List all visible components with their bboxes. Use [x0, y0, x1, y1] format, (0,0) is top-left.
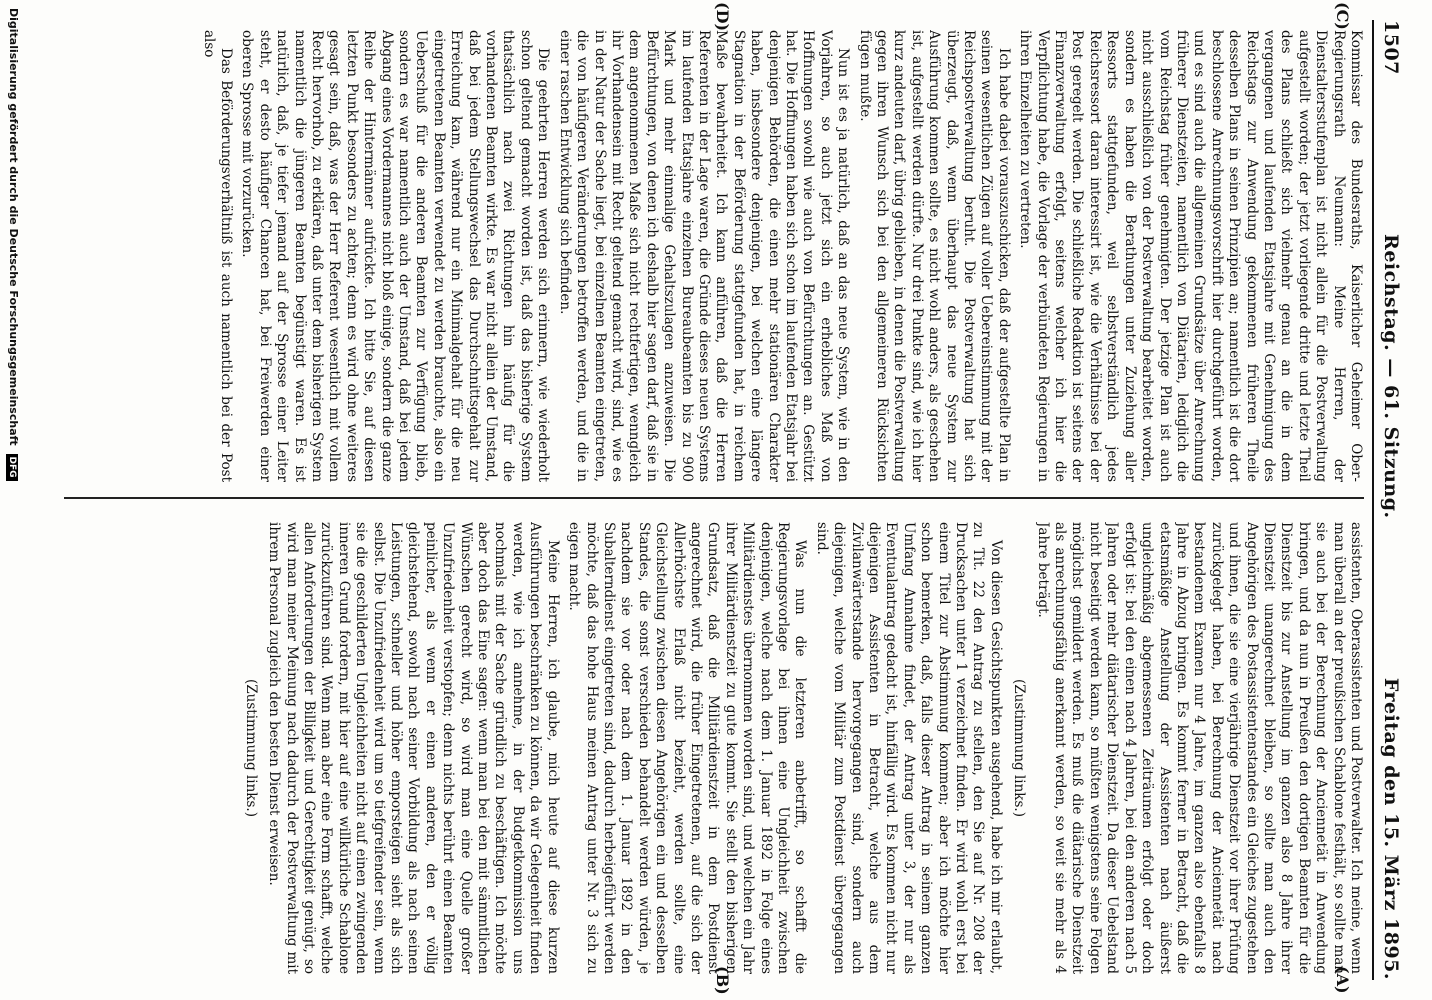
left-column: [34, 30, 1364, 482]
page-header: [1380, 20, 1410, 980]
margin-mark-a: (A): [1333, 966, 1352, 994]
right-column: [34, 522, 1364, 974]
dfg-logo: DFG: [6, 454, 18, 481]
interjection: (Zustimmung links.): [1011, 679, 1028, 817]
paragraph: Nun ist es ja natürlich, daß an das neue System, wie in den Vorjahren, so auch jetzt sich ein erhebliches Maß von Hoffnungen sowohl wie auch von Befürchtungen an. Gestützt hat. Die Hoffnungen haben sich schon im laufenden Etatsjahr bei denjenigen Behörden, die einen mehr stationären Charakter haben, insbesondere denjenigen, bei welchen eine längere Stagnation in der Beförderung stattgefunden hat, in reichem Maße bewahrheitet. Ich kann anführen, daß die Herren Referenten in der Lage waren, die Gründe dieses neuen Systems im laufenden Etatsjahre einzelnen Bureaubeamten bis zu 900 Mark und mehr einmalige Gehaltszulagen anzuweisen. Die Befürchtungen, von denen ich deshalb hier sagen darf, daß sie in dem angenommenen Maße sich nicht rechtfertigen, wenngleich ihr Vorhandensein mit Recht geltend gemacht wird, sind, wie es in der Natur der Sache liegt, bei einzelnen Beamten eingetreten, die von häufigeren Veränderungen betroffen werden, und die in einer raschen Entwicklung sich befinden.: [556, 30, 852, 482]
column-divider: [64, 497, 1364, 499]
session-title: Reichstag. — 61. Sitzung.: [1380, 234, 1402, 519]
session-date: Freitag den 15. März 1895.: [1380, 677, 1402, 980]
margin-mark-d: (D): [713, 2, 732, 32]
paragraph: Kommissar des Bundesraths, Kaiserlicher Geheimer Ober-Regierungsrath Neumann: Meine Herren, der Dienstaltersstufenplan ist nicht allein für die Postverwaltung aufgestellt worden; der jetzt vorliegende dritte und letzte Theil des Plans schließt sich vielmehr genau an die in dem vergangenen und laufenden Etatsjahre mit Genehmigung des Reichstags zur Anwendung gekommenen früheren Theile desselben Plans in seinen Prinzipien an; namentlich ist die dort beschlossene Anrechnungsvorschrift hier durchgeführt worden, und es sind auch die allgemeinen Grundsätze über Anrechnung früherer Dienstzeiten, namentlich von Diätarien, lediglich die vom Reichstag früher genehmigten. Der jetzige Plan ist auch nicht ausschließlich von der Postverwaltung bearbeitet worden, sondern es haben die Berathungen unter Zuziehung aller Ressorts stattgefunden, weil selbstverständlich jedes Reichsressort daran interessirt ist, wie die Verhältnisse bei der Post geregelt werden. Die schließliche Redaktion ist seitens der Finanzverwaltung erfolgt, seitens welcher ich hier die Verpflichtung habe, die Vorlage der verbündeten Regierungen in ihren Einzelheiten zu vertreten.: [1017, 30, 1364, 482]
paragraph: Von diesen Gesichtspunkten ausgehend, habe ich mir erlaubt, zu Tit. 22 den Antrag zu stellen, den Sie auf Nr. 208 der Drucksachen unter 1 verzeichnet finden. Er wird wohl erst bei einem Titel zur Abstimmung kommen; aber ich möchte hier schon bemerken, daß, falls dieser Antrag in seinem ganzen Umfang Annahme findet, der Antrag unter 3, der nur als Eventualantrag gedacht ist, hinfällig wird. Es kommen nicht nur diejenigen Assistenten in Betracht, welche aus dem Zivilanwärterstande hervorgegangen sind, sondern auch diejenigen, welche vom Militär zum Postdienst übergegangen sind.: [813, 522, 1004, 974]
paragraph: Was nun die letzteren anbetrifft, so schafft die Regierungsvorlage bei ihnen eine Ungleichheit zwischen denjenigen, welche nach dem 1. Januar 1892 in Folge eines Militärdienstes übernommen worden sind, und welchen ein Jahr ihrer Militärdienstzeit zu gute kommt. Sie stellt den bisherigen Grundsatz, daß die Militärdienstzeit in dem Postdienst angerechnet wird, die früher Eingetretenen, auf die sich der Allerhöchste Erlaß nicht bezieht, werden sollte, eine Gleichstellung zwischen diesen Angehörigen ein und desselben Standes, die sonst verschieden behandelt werden würden, je nachdem sie vor oder nach dem 1. Januar 1892 in den Subalterndienst eingetreten sind, dadurch herbeigeführt werden möchte, daß das hohe Haus meinen Antrag unter Nr. 3 sich zu eigen macht.: [566, 522, 809, 974]
paragraph: Das Beförderungsverhältniß ist auch namentlich bei der Post also: [200, 30, 234, 482]
interjection: (Zustimmung links.): [242, 679, 259, 817]
digitization-credit: [6, 8, 20, 481]
paragraph: assistenten, Oberassistenten und Postverwalter. Ich meine, wenn man überall an der preußischen Schablone festhält, so sollte man sie auch bei der Berechnung der Anciennetät in Anwendung bringen, und da nun in Preußen den dortigen Beamten für die Dienstzeit bis zur Anstellung im ganzen also 8 Jahre ihrer Dienstzeit unangerechnet bleiben, so sollte man auch den Angehörigen des Postassistentenstandes ein Gleiches zugestehen und ihnen, die sie eine vierjährige Dienstzeit vor ihrer Prüfung zurückgelegt haben, bei Berechnung der Anciennetät nach bestandenem Examen nur 4 Jahre, im ganzen also ebenfalls 8 Jahre in Abzug bringen. Es kommt ferner in Betracht, daß die etatsmäßige Anstellung der Assistenten nach äußerst ungleichmäßig abgemessenen Zeiträumen erfolgt oder doch erfolgt ist: bei den einen nach 4 Jahren, bei den anderen nach 5 Jahren oder mehr diätarischer Dienstzeit. Da dieser Uebelstand nicht beseitigt werden kann, so müßten wenigstens seine Folgen möglichst gemildert werden. Es muß die diätarische Dienstzeit als anrechnungsfähig anerkannt werden, so weit sie mehr als 4 Jahre beträgt.: [1034, 522, 1364, 974]
credit-text: Digitalisierung gefördert durch die Deutsche Forschungsgemeinschaft: [7, 8, 20, 446]
margin-mark-b: (B): [713, 966, 732, 995]
page-number: 1507: [1380, 20, 1402, 75]
paragraph: Meine Herren, ich glaube, mich heute auf diese kurzen Ausführungen beschränken zu können, da wir Gelegenheit finden werden, wie ich annehme, in der Budgetkommission uns nochmals mit der Sache gründlich zu beschäftigen. Ich möchte aber doch das Eine sagen: wenn man bei den mit sämmtlichen Wünschen gerecht wird, so wird man eine Quelle großer Unzufriedenheit verstopfen; denn nichts berührt einen Beamten peinlicher, als wenn er einen anderen, den er völlig gleichstehend, sowohl nach seiner Vorbildung als nach seinen Leistungen, schneller und höher emporsteigen sieht als sich selbst. Die Unzufriedenheit wird um so tiefgreifender sein, wenn sie die geschilderten Ungleichheiten nicht auf einen zwingenden inneren Grund fordern, mit hier auf eine willkürliche Schablone zurückzuführen sind. Wenn man aber eine Form schafft, welche allen Anforderungen der Billigkeit und Gerechtigkeit genügt, so wird man meiner Meinung nach dadurch der Postverwaltung mit ihrem Personal zugleich den besten Dienst erweisen.: [266, 522, 561, 974]
paragraph: Die geehrten Herren werden sich erinnern, wie wiederholt schon geltend gemacht worden ist, daß das bisherige System thatsächlich nach zwei Richtungen hin häufig für die vorhandenen Beamten wirkte. Es war nicht allein der Umstand, daß bei jedem Stellungswechsel das Durchschnittsgehalt zur Erreichung kam, während nur ein Minimalgehalt für die neu eingetretenen Beamten verwendet zu werden brauchte, also ein Ueberschuß für die anderen Beamten zur Verfügung blieb, sondern es war namentlich auch der Umstand, daß bei jedem Abgang eines Vordermannes nicht bloß einige, sondern die ganze Reihe der Hintermänner aufrückte. Ich bitte Sie, auf diesen letzten Punkt besonders zu achten; denn es wird ohne weiteres gesagt sein, daß, was der Herr Referent wesentlich mit vollem Recht hervorhob, zu erklären, daß unter dem bisherigen System namentlich die jüngeren Beamten begünstigt waren. Es ist natürlich, daß, je tiefer jemand auf der Sprosse einer Leiter steht, er desto häufiger Chancen hat, bei Freiwerden einer oberen Sprosse mit vorzurücken.: [239, 30, 552, 482]
margin-mark-c: (C): [1333, 2, 1352, 30]
header-rule: [1372, 20, 1374, 980]
paragraph: Ich habe dabei vorauszuschicken, daß der aufgestellte Plan in seinen wesentlichen Zügen auf voller Uebereinstimmung mit der Reichspostverwaltung beruht. Die Postverwaltung hat sich überzeugt, daß, wenn überhaupt das neue System zur Ausführung kommen sollte, es nicht wohl anders, als geschehen ist, aufgestellt werden dürfte. Nur drei Punkte sind, wie ich hier kurz andeuten darf, übrig geblieben, in denen die Postverwaltung gegen ihren Wunsch sich bei den allgemeineren Rücksichten fügen mußte.: [856, 30, 1012, 482]
